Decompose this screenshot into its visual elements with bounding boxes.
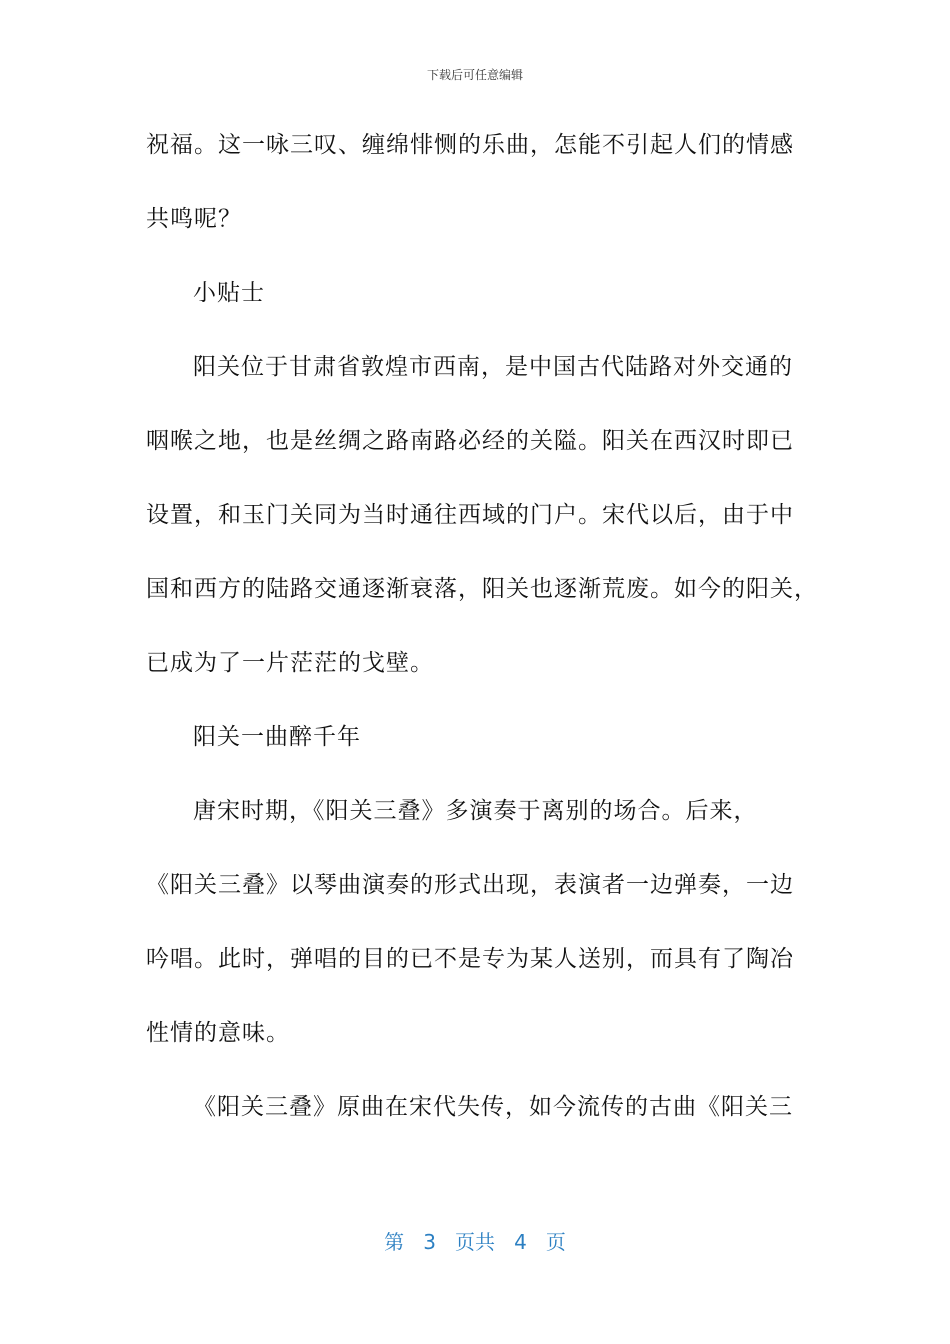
- footer-middle: 页共: [455, 1230, 495, 1254]
- text-line: 吟唱。此时，弹唱的目的已不是专为某人送别，而具有了陶冶: [146, 946, 794, 972]
- text-line: 唐宋时期，《阳关三叠》多演奏于离别的场合。后来，: [193, 798, 758, 824]
- text-line: 咽喉之地，也是丝绸之路南路必经的关隘。阳关在西汉时即已: [146, 428, 794, 454]
- text-line: 《阳关三叠》以琴曲演奏的形式出现，表演者一边弹奏，一边: [146, 872, 794, 898]
- page-footer: [0, 1226, 950, 1255]
- text-line: 性情的意味。: [146, 1020, 290, 1046]
- text-line: 国和西方的陆路交通逐渐衰落，阳关也逐渐荒废。如今的阳关，: [146, 576, 818, 602]
- section-heading: 小贴士: [193, 280, 265, 306]
- text-line: 已成为了一片茫茫的戈壁。: [146, 650, 434, 676]
- text-line: 共鸣呢？: [146, 206, 242, 232]
- text-line: 阳关位于甘肃省敦煌市西南，是中国古代陆路对外交通的: [193, 354, 793, 380]
- section-heading: 阳关一曲醉千年: [193, 724, 361, 750]
- text-line: 设置，和玉门关同为当时通往西域的门户。宋代以后，由于中: [146, 502, 794, 528]
- footer-suffix: 页: [545, 1230, 566, 1254]
- text-line: 祝福。这一咏三叹、缠绵悱恻的乐曲，怎能不引起人们的情感: [146, 132, 794, 158]
- document-body: [146, 120, 816, 1156]
- footer-total-pages: 4: [514, 1230, 527, 1254]
- footer-current-page: 3: [423, 1230, 436, 1254]
- footer-prefix: 第: [384, 1230, 405, 1254]
- page-header: 下载后可任意编辑: [426, 68, 523, 82]
- text-line: 《阳关三叠》原曲在宋代失传，如今流传的古曲《阳关三: [193, 1094, 793, 1120]
